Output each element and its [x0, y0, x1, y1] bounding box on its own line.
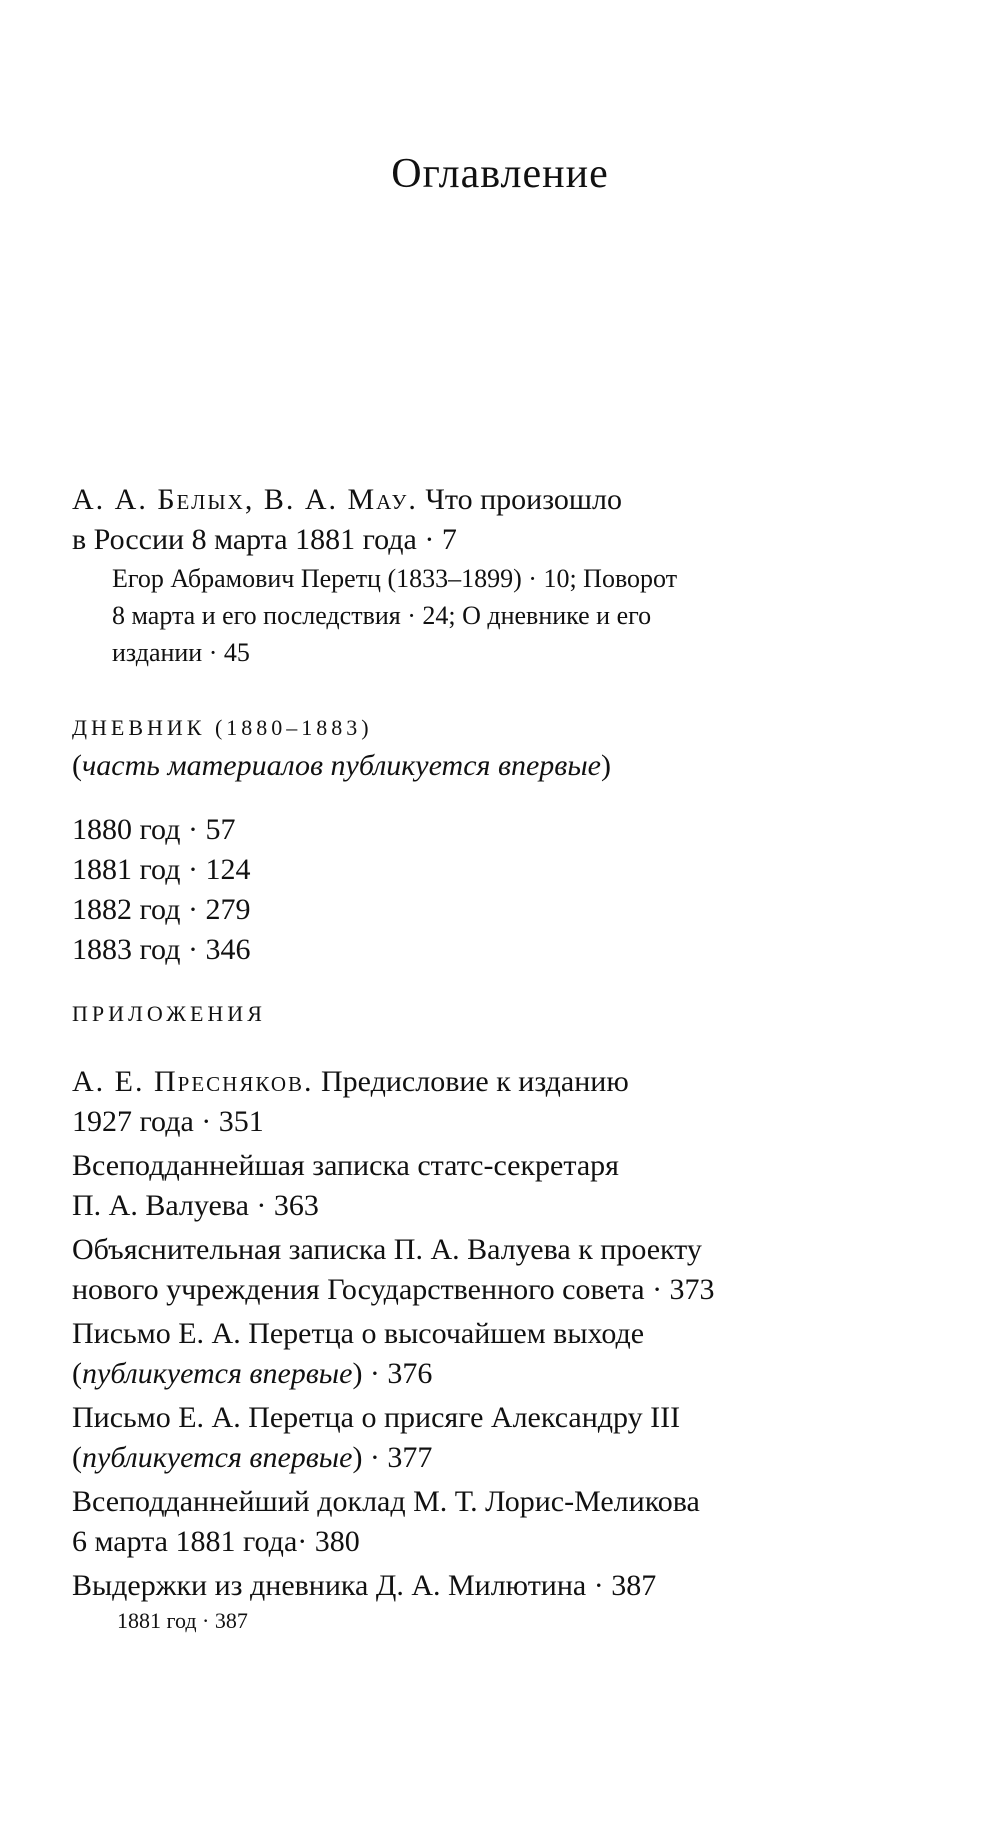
toc-year-entry: 1881 год · 124	[72, 853, 251, 886]
toc-entry: Всеподданнейший доклад М. Т. Лорис-Меликова 6 марта 1881 года· 380	[72, 1485, 700, 1558]
toc-year-entry: 1883 год · 346	[72, 933, 251, 966]
entry-title-part: Что произошло	[425, 483, 622, 516]
toc-diary-years	[72, 810, 892, 970]
toc-entry: Письмо Е. А. Перетца о присяге Александру III (публикуется впервые) · 377	[72, 1401, 681, 1474]
entry-authors: А. А. Белых, В. А. Мау.	[72, 483, 418, 516]
toc-year-entry: 1882 год · 279	[72, 893, 251, 926]
entry-title-cont: в России 8 марта 1881 года · 7	[72, 523, 457, 556]
page-title: Оглавление	[391, 151, 609, 197]
toc-appendix-list	[72, 1062, 892, 1640]
toc-entry-title	[72, 480, 892, 520]
toc-entry: А. Е. Пресняков. Предисловие к изданию 1927 года · 351	[72, 1065, 629, 1138]
toc-intro-entry	[72, 480, 892, 671]
section-heading: ПРИЛОЖЕНИЯ	[72, 1001, 266, 1026]
toc-entry: Выдержки из дневника Д. А. Милютина · 387 1881 год · 387	[72, 1566, 892, 1636]
toc-entry: Письмо Е. А. Перетца о высочайшем выходе (публикуется впервые) · 376	[72, 1317, 645, 1390]
subentry-line: 8 марта и его последствия · 24; О дневнике и его	[112, 601, 652, 630]
toc-entry: Объяснительная записка П. А. Валуева к проекту нового учреждения Государственного совета · 373	[72, 1233, 715, 1306]
toc-entry: Всеподданнейшая записка статс-секретаря П. А. Валуева · 363	[72, 1149, 619, 1222]
subentry-line: 1881 год · 387	[117, 1608, 248, 1633]
toc-year-entry: 1880 год · 57	[72, 813, 236, 846]
section-note: (часть материалов публикуется впервые)	[72, 749, 611, 782]
subentry-line: Егор Абрамович Перетц (1833–1899) · 10; Поворот	[112, 564, 678, 593]
subentry-line: издании · 45	[112, 638, 250, 667]
section-heading: ДНЕВНИК (1880–1883)	[72, 715, 373, 740]
toc-diary-section	[72, 710, 892, 786]
entry-authors: А. Е. Пресняков.	[72, 1065, 314, 1098]
toc-appendix-heading	[72, 996, 892, 1032]
